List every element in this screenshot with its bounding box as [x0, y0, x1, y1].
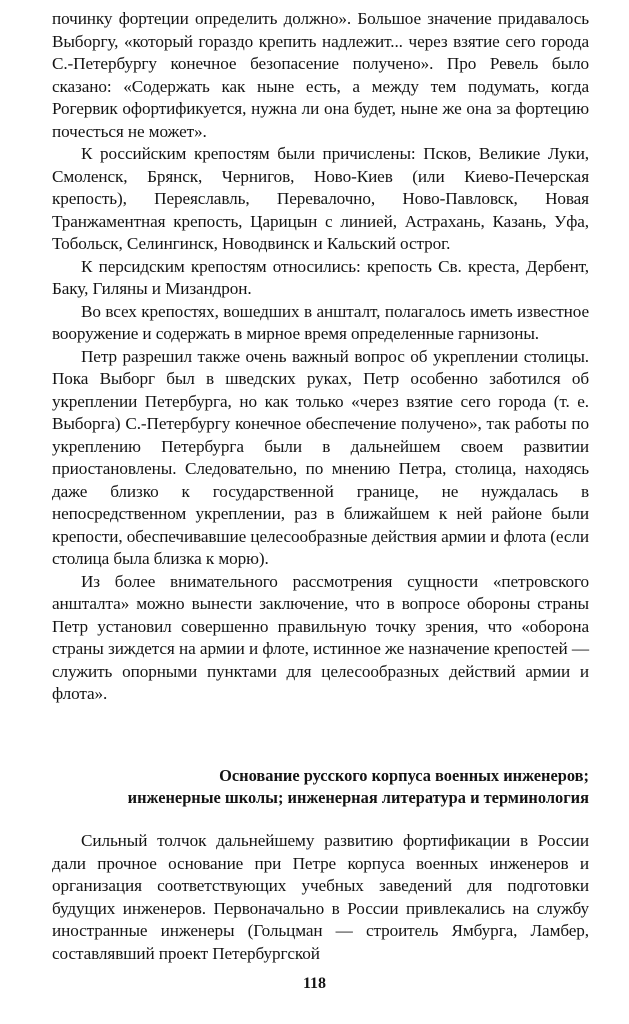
section-text-block: [52, 830, 589, 965]
paragraph-persian-fortresses: К персидским крепостям относились: крепость Св. креста, Дербент, Баку, Гиляны и Мизандрон.: [52, 256, 589, 298]
section-heading: [52, 765, 589, 809]
paragraph-capital-defense: Петр разрешил также очень важный вопрос об укреплении столицы. Пока Выборг был в шведских руках, Петр особенно заботился об укреплении Петербурга, но как только «через взятие сего города (т. е. Выборга) С.-Петербургу конечное обеспечение получено», так работы по укреплению Петербурга были в дальнейшем своем развитии приостановлены. Следовательно, по мнению Петра, столица, находясь даже близко к государственной границе, не нуждалась в непосредственном укреплении, раз в ближайшем к ней районе были крепости, обеспечивавшие целесообразные действия армии и флота (если столица была близка к морю).: [52, 346, 589, 568]
paragraph-conclusion: Из более внимательного рассмотрения сущности «петровского аншталта» можно вынести заключение, что в вопросе обороны страны Петр установил совершенно правильную точку зрения, что «оборона страны зиждется на армии и флоте, истинное же назначение крепостей — служить опорными пунктами для целесообразных действий армии и флота».: [52, 571, 589, 703]
section-heading-line-2: инженерные школы; инженерная литература и терминология: [127, 788, 589, 807]
paragraph-engineers-corps: Сильный толчок дальнейшему развитию фортификации в России дали прочное основание при Петре корпуса военных инженеров и организация соответствующих учебных заведений для подготовки будущих инженеров. Первоначально в России привлекались на службу иностранные инженеры (Гольцман — строитель Ямбурга, Ламбер, составлявший проект Петербургской: [52, 831, 589, 963]
paragraph-russian-fortresses: К российским крепостям были причислены: Псков, Великие Луки, Смоленск, Брянск, Чернигов, Ново-Киев (или Киево-Печерская крепость), Переяславль, Перевалочно, Ново-Павловск, Новая Транжаментная крепость, Царицын с линией, Астрахань, Казань, Уфа, Тобольск, Селингинск, Новодвинск и Кальский острог.: [52, 144, 589, 253]
section-heading-line-1: Основание русского корпуса военных инженеров;: [219, 766, 589, 785]
page-number: 118: [302, 975, 327, 992]
main-text-block: [52, 8, 589, 706]
paragraph-continued: починку фортеции определить должно». Большое значение придавалось Выборгу, «который гораздо крепить надлежит... через взятие сего города С.-Петербургу конечное безопасение получено». Про Ревель было сказано: «Содержать как ныне есть, а между тем подумать, когда Рогервик офортификуется, нужна ли она будет, ныне же она за фортецию почесться не может».: [52, 9, 589, 141]
paragraph-garrisons: Во всех крепостях, вошедших в аншталт, полагалось иметь известное вооружение и содержать в мирное время определенные гарнизоны.: [52, 301, 589, 343]
